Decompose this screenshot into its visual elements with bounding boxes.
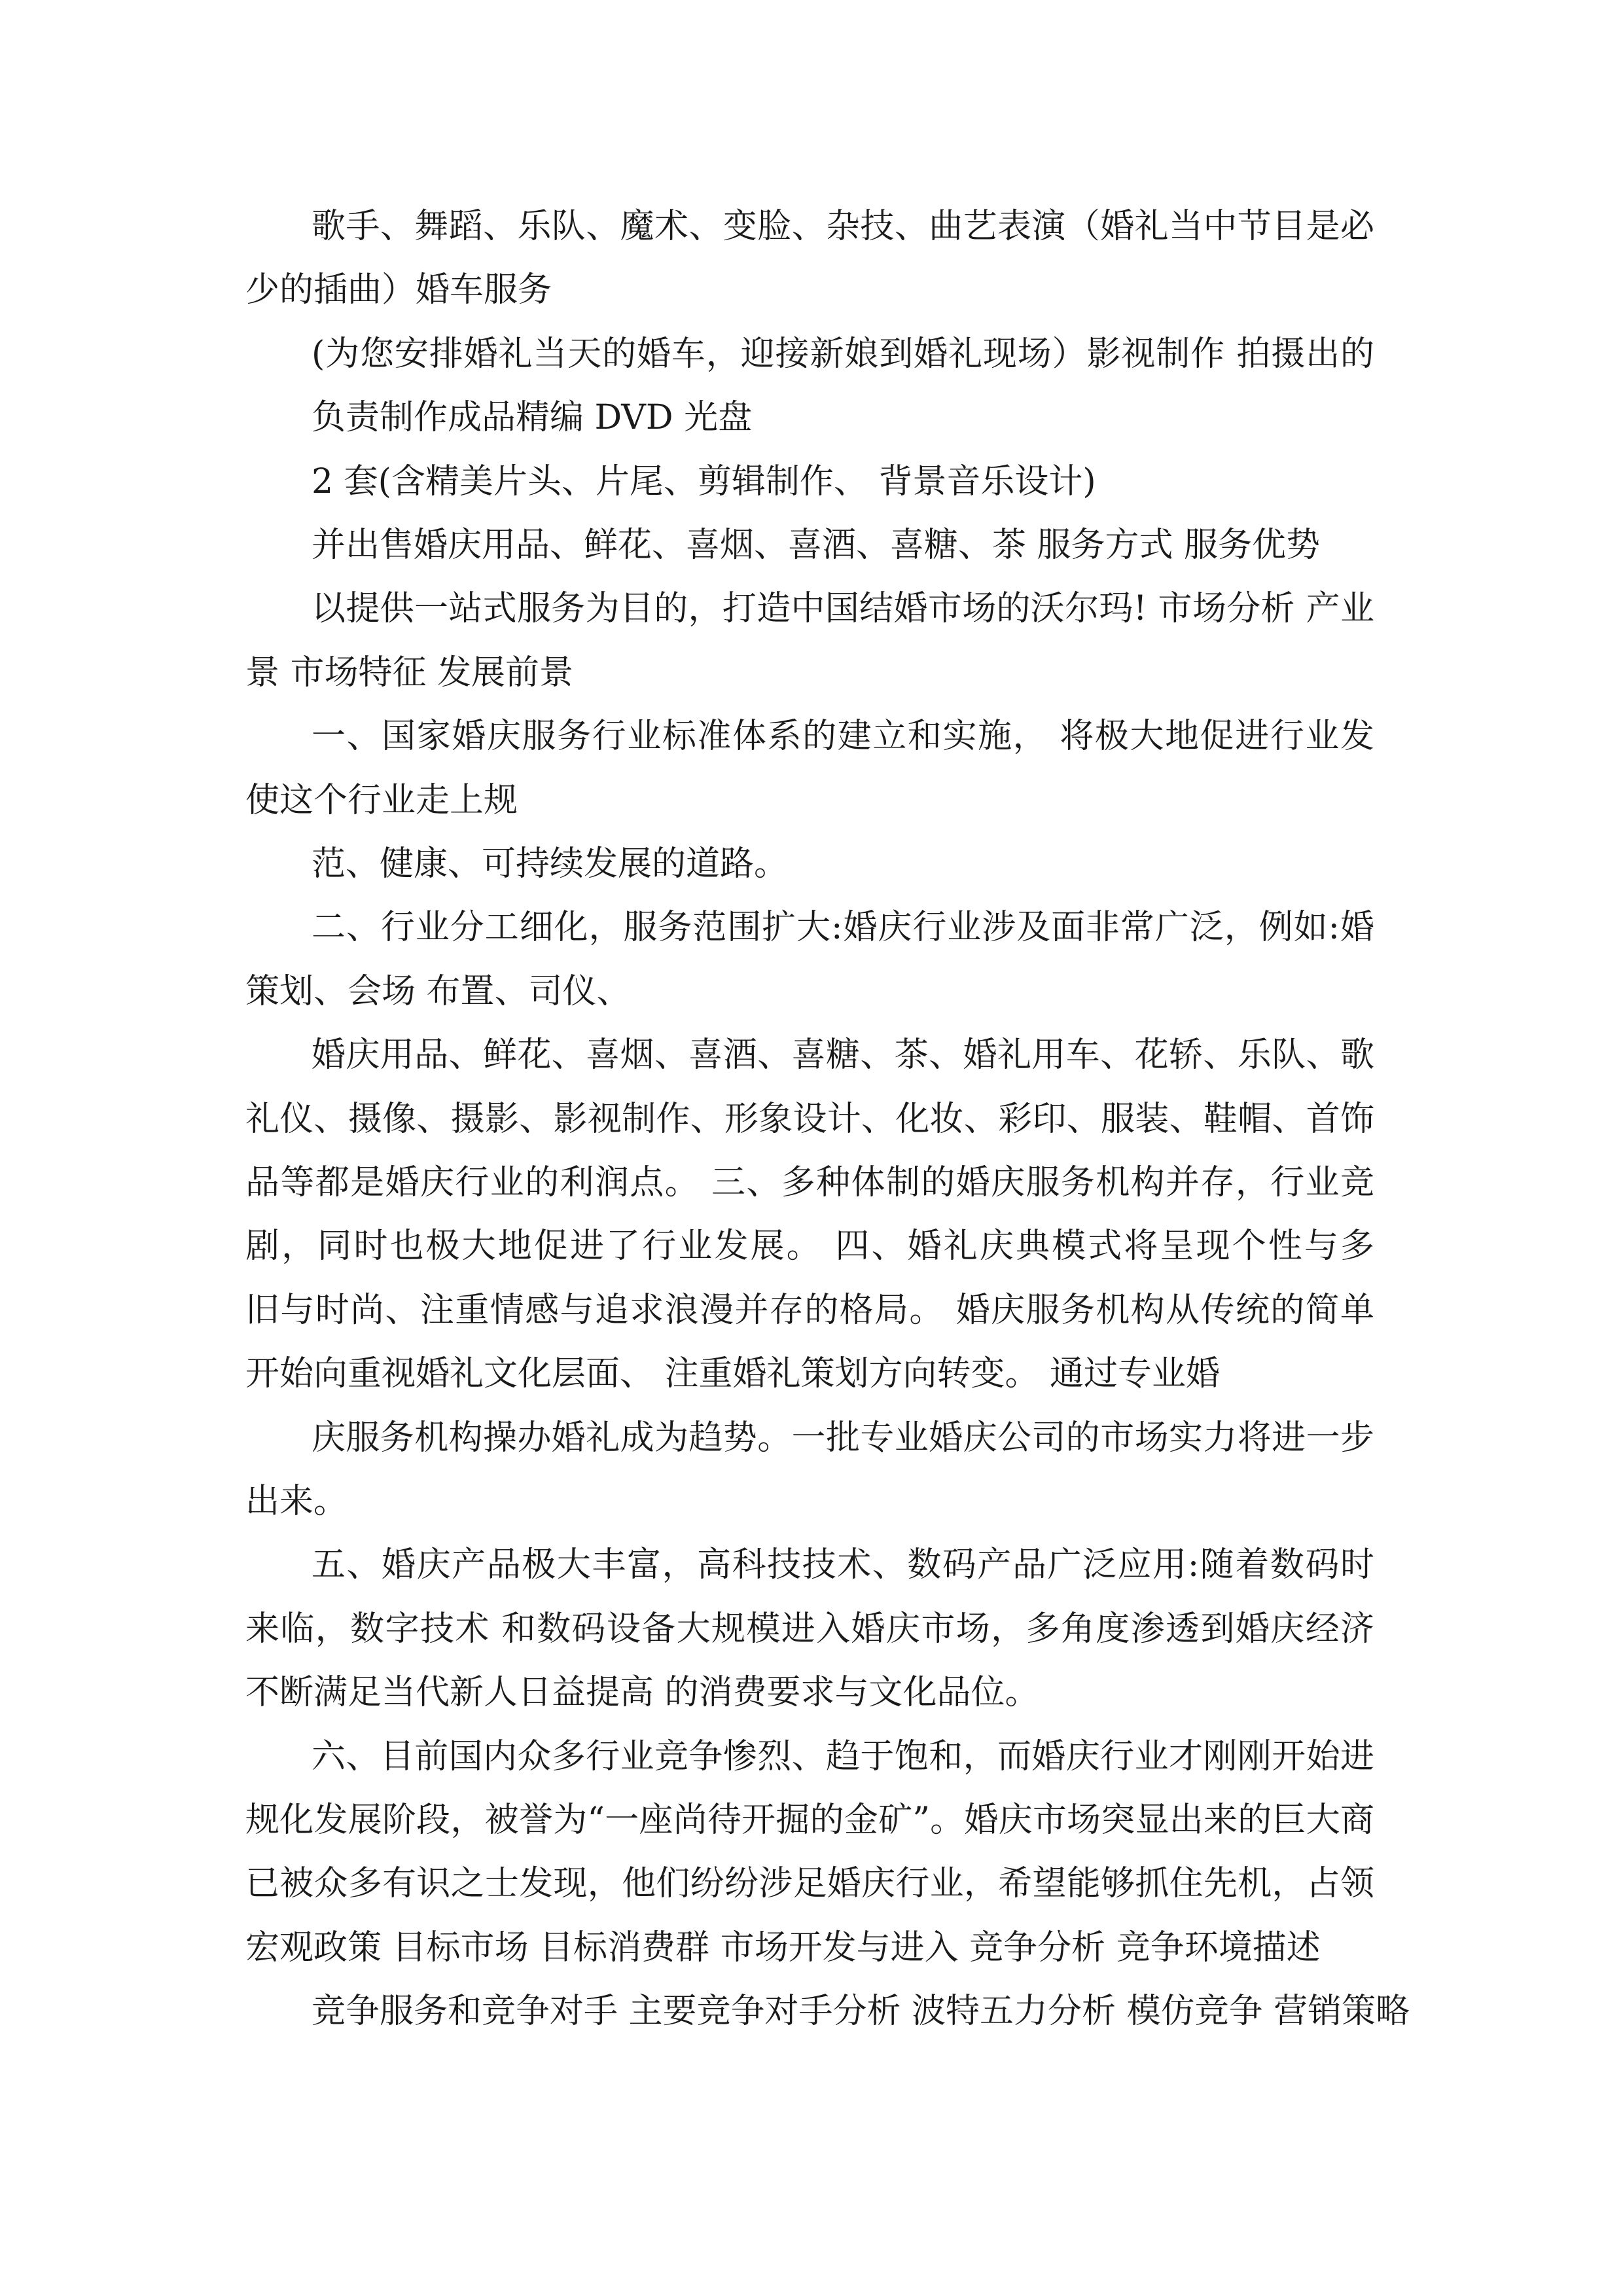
text-line: 并出售婚庆用品、鲜花、喜烟、喜酒、喜糖、茶 服务方式 服务优势 [312, 526, 1321, 565]
text-line: 范、健康、可持续发展的道路。 [312, 844, 789, 884]
text-line: 2 套(含精美片头、片尾、剪辑制作、 背景音乐设计) [312, 462, 1096, 501]
text-line: 礼仪、摄像、摄影、影视制作、形象设计、化妆、彩印、服装、鞋帽、首饰 [245, 1100, 1374, 1139]
text-line: 来临，数字技术 和数码设备大规模进入婚庆市场，多角度渗透到婚庆经济 [245, 1609, 1374, 1649]
text-line: 剧，同时也极大地促进了行业发展。 四、婚礼庆典模式将呈现个性与多 [245, 1227, 1374, 1266]
text-line: 开始向重视婚礼文化层面、 注重婚礼策划方向转变。 通过专业婚 [245, 1354, 1221, 1393]
text-line: (为您安排婚礼当天的婚车，迎接新娘到婚礼现场）影视制作 拍摄出的 [312, 334, 1374, 374]
text-line: 不断满足当代新人日益提高 的消费要求与文化品位。 [245, 1673, 1039, 1712]
text-line: 歌手、舞蹈、乐队、魔术、变脸、杂技、曲艺表演（婚礼当中节目是必 [312, 207, 1374, 246]
text-line: 婚庆用品、鲜花、喜烟、喜酒、喜糖、茶、婚礼用车、花轿、乐队、歌 [312, 1035, 1374, 1075]
text-line: 宏观政策 目标市场 目标消费群 市场开发与进入 竞争分析 竞争环境描述 [245, 1928, 1321, 1967]
text-line: 品等都是婚庆行业的利润点。 三、多种体制的婚庆服务机构并存，行业竞 [245, 1163, 1374, 1202]
text-line: 旧与时尚、注重情感与追求浪漫并存的格局。 婚庆服务机构从传统的简单 [245, 1291, 1374, 1330]
text-line: 庆服务机构操办婚礼成为趋势。一批专业婚庆公司的市场实力将进一步 [312, 1418, 1374, 1458]
text-line: 已被众多有识之士发现，他们纷纷涉足婚庆行业，希望能够抓住先机，占领 [245, 1864, 1374, 1903]
text-line: 二、行业分工细化，服务范围扩大:婚庆行业涉及面非常广泛，例如:婚 [312, 908, 1374, 947]
text-line: 六、目前国内众多行业竞争惨烈、趋于饱和，而婚庆行业才刚刚开始进 [312, 1737, 1374, 1776]
text-line: 五、婚庆产品极大丰富，高科技技术、数码产品广泛应用:随着数码时 [312, 1545, 1374, 1585]
text-line: 使这个行业走上规 [245, 781, 518, 820]
text-line: 策划、会场 布置、司仪、 [245, 972, 631, 1011]
text-line: 以提供一站式服务为目的，打造中国结婚市场的沃尔玛! 市场分析 产业 [312, 589, 1374, 628]
text-line: 景 市场特征 发展前景 [245, 653, 574, 692]
text-line: 少的插曲）婚车服务 [245, 270, 552, 310]
text-line: 负责制作成品精编 DVD 光盘 [312, 398, 753, 437]
text-line: 竞争服务和竞争对手 主要竞争对手分析 波特五力分析 模仿竞争 营销策略 [312, 1992, 1410, 2031]
text-line: 规化发展阶段，被誉为“一座尚待开掘的金矿”。婚庆市场突显出来的巨大商 [245, 1801, 1374, 1840]
text-line: 一、国家婚庆服务行业标准体系的建立和实施， 将极大地促进行业发 [312, 717, 1374, 756]
text-line: 出来。 [245, 1482, 348, 1521]
